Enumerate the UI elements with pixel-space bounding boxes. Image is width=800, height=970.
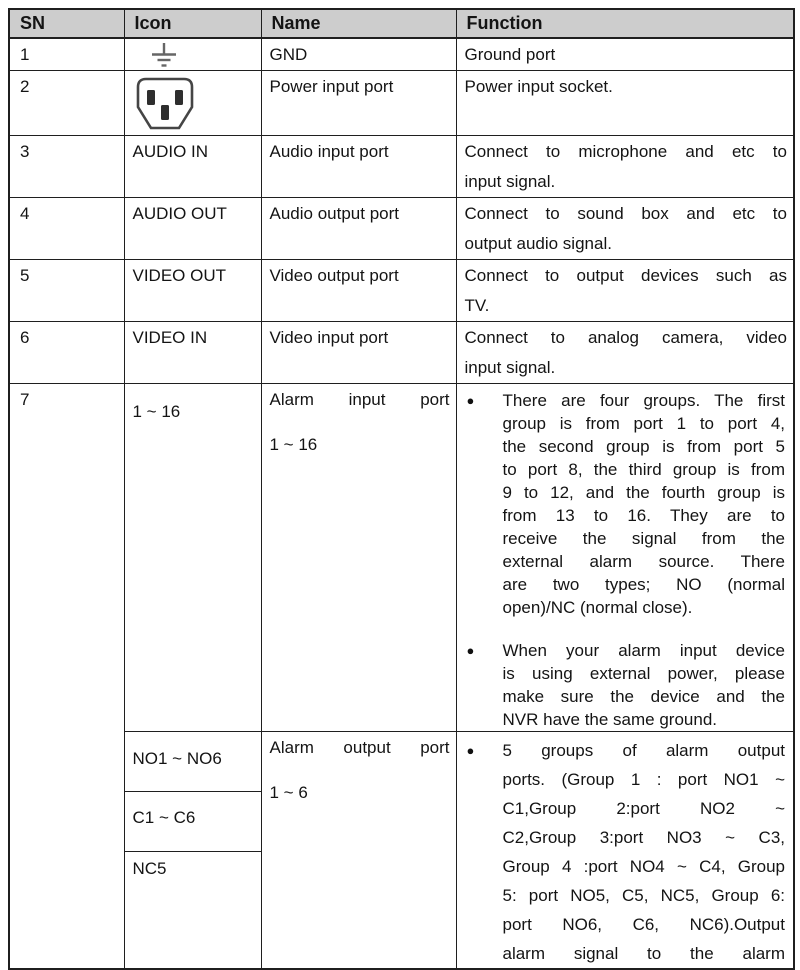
header-sn: SN — [9, 9, 124, 38]
ground-icon — [133, 40, 255, 69]
icon-cell: C1 ~ C6 — [124, 792, 261, 852]
sn-cell: 3 — [9, 136, 124, 198]
name-cell: GND — [261, 38, 456, 71]
bullet-icon: ● — [466, 643, 475, 658]
icon-cell: NO1 ~ NO6 — [124, 732, 261, 792]
bullet-item — [463, 732, 788, 968]
name-cell: Video output port — [261, 260, 456, 322]
bullet-item — [463, 635, 788, 731]
header-function: Function — [456, 9, 794, 38]
sn-cell: 6 — [9, 322, 124, 384]
sn-cell: 2 — [9, 71, 124, 136]
bullet-icon: ● — [466, 393, 475, 408]
function-cell: Connect to microphone and etc to input signal. — [456, 136, 794, 198]
header-name: Name — [261, 9, 456, 38]
table-row-audio-in — [9, 136, 794, 198]
header-row — [9, 9, 794, 38]
icon-cell: NC5 — [124, 852, 261, 969]
function-cell: Ground port — [456, 38, 794, 71]
icon-cell: AUDIO OUT — [124, 198, 261, 260]
icon-cell: 1 ~ 16 — [124, 384, 261, 732]
power-socket-icon — [133, 72, 255, 131]
function-cell — [456, 732, 794, 970]
sn-cell: 7 — [9, 384, 124, 970]
name-cell: Power input port — [261, 71, 456, 136]
name-cell: Alarm output port 1 ~ 6 — [261, 732, 456, 970]
header-icon: Icon — [124, 9, 261, 38]
table-row-alarm-output — [9, 732, 794, 792]
name-cell: Alarm input port 1 ~ 16 — [261, 384, 456, 732]
icon-cell: VIDEO OUT — [124, 260, 261, 322]
table-row-alarm-input — [9, 384, 794, 732]
sn-cell: 5 — [9, 260, 124, 322]
name-cell: Audio output port — [261, 198, 456, 260]
name-cell: Video input port — [261, 322, 456, 384]
icon-cell — [124, 38, 261, 71]
bullet-icon: ● — [466, 743, 475, 758]
icon-cell: AUDIO IN — [124, 136, 261, 198]
bullet-text: 5 groups of alarm output ports. (Group 1 : port NO1 ~ C1,Group 2:port NO2 ~ C2,Group 3:port NO3 ~ C3, Group 4 :port NO4 ~ C4, Group 5: port NO5, C5, NC5, Group 6: port NO6, C6, NC6).Output alarm signal to the alarm — [502, 741, 785, 963]
bullet-text: There are four groups. The first group is from port 1 to port 4, the second group is from port 5 to port 8, the third group is from 9 to 12, and the fourth group is from 13 to 16. They are to receive the signal from the external alarm source. There are two types; NO (normal open)/NC (normal close). — [502, 391, 785, 617]
table-row-audio-out — [9, 198, 794, 260]
table-row-gnd — [9, 38, 794, 71]
table-row-power — [9, 71, 794, 136]
sn-cell: 1 — [9, 38, 124, 71]
sn-cell: 4 — [9, 198, 124, 260]
icon-cell — [124, 71, 261, 136]
port-function-table — [8, 8, 795, 970]
table-row-video-in — [9, 322, 794, 384]
table-row-video-out — [9, 260, 794, 322]
function-cell: Connect to sound box and etc to output audio signal. — [456, 198, 794, 260]
function-cell: Power input socket. — [456, 71, 794, 136]
function-cell: Connect to analog camera, video input signal. — [456, 322, 794, 384]
bullet-text: When your alarm input device is using external power, please make sure the device and the NVR have the same ground. — [502, 641, 785, 729]
bullet-item — [463, 385, 788, 619]
name-cell: Audio input port — [261, 136, 456, 198]
function-cell: Connect to output devices such as TV. — [456, 260, 794, 322]
function-cell — [456, 384, 794, 732]
icon-cell: VIDEO IN — [124, 322, 261, 384]
